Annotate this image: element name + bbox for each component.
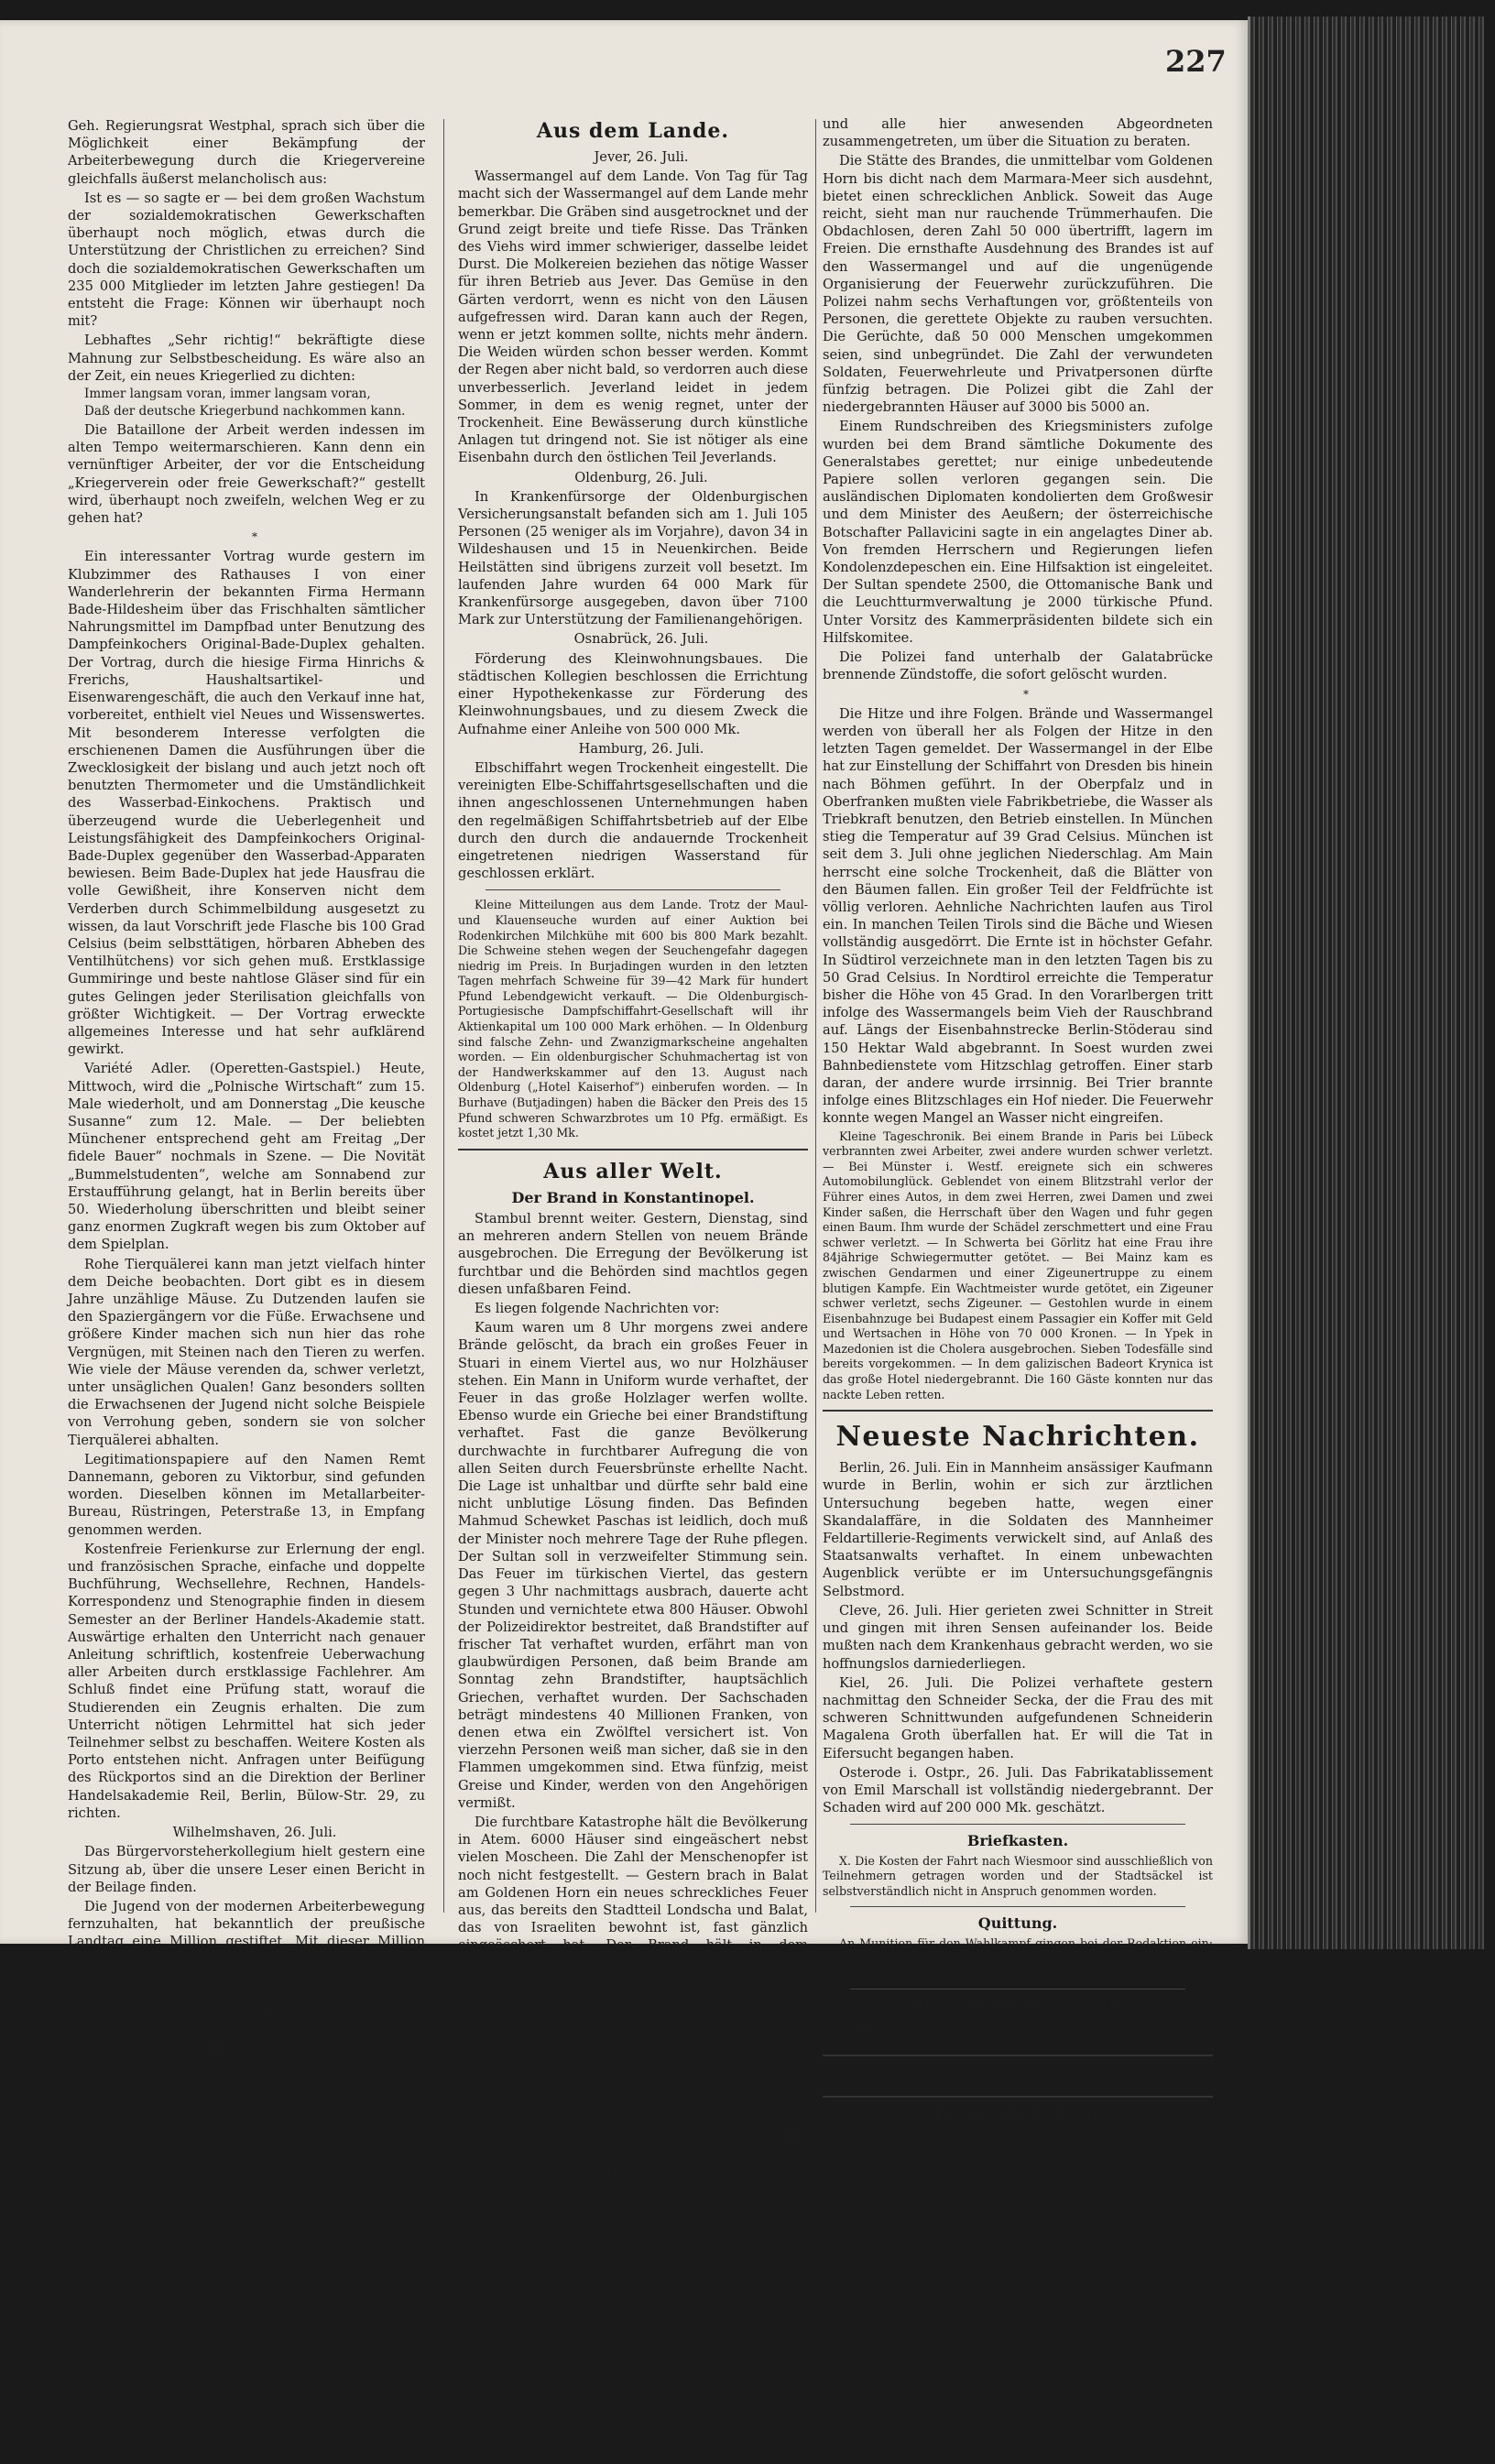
paragraph: Stambul brennt weiter. Gestern, Dienstag, sind an mehreren andern Stellen von neuem Brände ausgebrochen. Die Erregung der Bevölkerung ist furchtbar und die Behörden sind machtlos gegen diesen unfaßbaren Feind. — [458, 1211, 808, 1297]
supplement-note: Hierzu eine Beilage. — [933, 2102, 1102, 2121]
article-heading: Wetterbericht für den 27. Juli. — [893, 1997, 1142, 2015]
paragraph: Kostenfreie Ferienkurse zur Erlernung der engl. und französischen Sprache, einfache und doppelte Buchführung, Wechsellehre, Rechnen, Handels-Korrespondenz und Stenographie finden in diesem Semester an der Berliner Handels-Akademie statt. Auswärtige erhalten den Unterricht nach genauer Anleitung schriftlich, kostenfreie Ueberwachung aller Arbeiten durch erstklassige Fachlehrer. Am Schluß findet eine Prüfung statt, worauf die Studierenden ein Zeugnis erhalten. Die zum Unterricht nötigen Lehrmittel hat sich jeder Teilnehmer selbst zu beschaffen. Weitere Kosten als Porto entstehen nicht. Anfragen unter Beifügung des Rückportos sind an die Direktion der Berliner Handelsakademie Reil, Berlin, Bülow-Str. 29, zu richten. — [68, 1541, 425, 1821]
poem-line: Immer langsam voran, immer langsam voran, — [84, 387, 371, 402]
paragraph: Geh. Regierungsrat Westphal, sprach sich über die Möglichkeit einer Bekämpfung der Arbeiterbewegung durch die Kriegervereine gleichfalls äußerst melancholisch aus: — [68, 118, 425, 187]
dateline: Oldenburg, 26. Juli. — [574, 469, 708, 485]
book-spine — [1248, 16, 1484, 1949]
paragraph: Variété Adler. (Operetten-Gastspiel.) Heute, Mittwoch, wird die „Polnische Wirtschaft“ zum 15. Male wiederholt, und am Donnerstag „Die keusche Susanne“ zum 12. Male. — Der beliebten Münchener entsprechend geht am Freitag „Der fidele Bauer“ nochmals in Szene. — Die Novität „Bummelstudenten“, welche am Sonnabend zur Erstaufführung gelangt, hat in Berlin bereits über 50. Wiederholung überschritten und bleibt seiner ganz enormen Zugkraft wegen bis zum Oktober auf dem Spielplan. — [68, 1061, 425, 1253]
paragraph: Rohe Tierquälerei kann man jetzt vielfach hinter dem Deiche beobachten. Dort gibt es in diesem Jahre unzählige Mäuse. Zu Dutzenden laufen sie den Spaziergängern vor die Füße. Erwachsene und größere Kinder machen sich nun hier das rohe Vergnügen, mit Steinen nach den Tieren zu werfen. Wie viele der Mäuse verenden da, schwer verletzt, unter unsäglichen Qualen! Ganz besonders sollten die Erwachsenen der Jugend nicht solche Beispiele von Verrohung geben, sondern sie von solcher Tierquälerei abhalten. — [68, 1256, 425, 1448]
poem-line: Daß der deutsche Kriegerbund nachkommen kann. — [84, 404, 406, 420]
paragraph: Kleine Mitteilungen aus dem Lande. Trotz der Maul- und Klauenseuche wurden auf einer Auktion bei Rodenkirchen Milchkühe mit 600 bis 800 Mark bezahlt. Die Schweine stehen wegen der Seuchengefahr dagegen niedrig im Preis. In Burjadingen wurden in den letzten Tagen mehrfach Schweine für 39—42 Mark für hundert Pfund Lebendgewicht verkauft. — Die Oldenburgisch-Portugiesische Dampfschiffahrt-Gesellschaft will ihr Aktienkapital um 100 000 Mark erhöhen. — In Oldenburg sind falsche Zehn- und Zwanzigmarkscheine angehalten worden. — Ein oldenburgischer Schuhmachertag ist von der Handwerkskammer auf den 13. August nach Oldenburg („Hotel Kaiserhof“) einberufen worden. — In Burhave (Butjadingen) haben die Bäcker den Preis des 15 Pfund schweren Schwarzbrotes um 10 Pfg. ermäßigt. Es kostet jetzt 1,30 Mk. — [458, 898, 808, 1140]
article-heading: Der Brand in Konstantinopel. — [511, 1188, 755, 1206]
dateline: Hamburg, 26. Juli. — [578, 740, 704, 757]
paragraph: und alle hier anwesenden Abgeordneten zusammengetreten, um über die Situation zu beraten. — [823, 116, 1213, 150]
separator — [486, 889, 780, 890]
column-right — [823, 115, 1213, 2121]
paragraph: Cleve, 26. Juli. Hier gerieten zwei Schnitter in Streit und gingen mit ihren Sensen aufeinander los. Beide mußten nach dem Krankenhaus gebracht werden, wo sie hoffnungslos darniederliegen. — [823, 1602, 1213, 1672]
paragraph: Wassermangel auf dem Lande. Von Tag für Tag macht sich der Wassermangel auf dem Lande mehr bemerkbar. Die Gräben sind ausgetrocknet und der Grund zeigt breite und tiefe Risse. Das Tränken des Viehs wird immer schwieriger, dasselbe leidet Durst. Die Molkereien beziehen das nötige Wasser für ihren Betrieb aus Jever. Das Gemüse in den Gärten verdorrt, wenn es nicht von den Läusen aufgefressen wird. Daran kann auch der Regen, wenn er jetzt kommen sollte, nichts mehr ändern. Die Weiden würden schon besser werden. Kommt der Regen aber nicht bald, so verdorren auch diese unverbesserlich. Jeverland leidet in jedem Sommer, in dem es wenig regnet, unter der Trockenheit. Eine Bewässerung durch künstliche Anlagen tut dringend not. Sie ist nötiger als eine Eisenbahn durch den östlichen Teil Jeverlands. — [458, 169, 808, 466]
separator — [850, 1824, 1185, 1825]
paragraph: Elbschiffahrt wegen Trockenheit eingestellt. Die vereinigten Elbe-Schiffahrtsgesellschaften und die ihnen angeschlossenen Unternehmungen haben den regelmäßigen Schiffahrtsbetrieb auf der Elbe durch den durch die andauernde Trockenheit eingetretenen niedrigen Wasserstand für geschlossen erklärt. — [458, 759, 808, 882]
imprint: Verantwortlicher Redakteur: H. Jacob, Verlag von Paul Hug, Rotationsdruck von Paul Hug & Co. in Rüstringen. — [823, 2059, 1213, 2089]
paragraph: Legitimationspapiere auf den Namen Remt Dannemann, geboren zu Viktorbur, sind gefunden worden. Dieselben können im Metallarbeiter-Bureau, Rüstringen, Peterstraße 13, in Empfang genommen werden. — [68, 1451, 425, 1538]
section-heading: Neueste Nachrichten. — [835, 1421, 1200, 1454]
separator — [850, 1989, 1185, 1990]
article-heading: Briefkasten. — [966, 1832, 1069, 1850]
section-heading: Aus aller Welt. — [543, 1159, 723, 1183]
imprint-box — [823, 2055, 1213, 2098]
paragraph: Die Stätte des Brandes, die unmittelbar vom Goldenen Horn bis dicht nach dem Marmara-Meer sich ausdehnt, bietet einen schrecklichen Anblick. Soweit das Auge reicht, sieht man nur rauchende Trümmerhaufen. Die Obdachlosen, deren Zahl 50 000 übertrifft, lagern im Freien. Die ernsthafte Ausdehnung des Brandes ist auf den Wassermangel und auf die ungenügende Organisierung der Feuerwehr zurückzuführen. Die Polizei nahm sechs Verhaftungen vor, größtenteils von Personen, die gerettete Objekte zu rauben versuchten. Die Gerüchte, daß 50 000 Menschen umgekommen seien, sind unbegründet. Die Zahl der verwundeten Soldaten, Feuerwehrleute und Privatpersonen dürfte fünfzig betragen. Die Polizei gibt die Zahl der niedergebrannten Häuser auf 3000 bis 5000 an. — [823, 153, 1213, 416]
section-star: * — [252, 530, 257, 544]
paragraph: Kiel, 26. Juli. Die Polizei verhaftete gestern nachmittag den Schneider Secka, der die Frau des mit schweren Schnittwunden aufgefundenen Schneiderin Magalena Groth überfallen hat. Er will die Tat in Eifersucht begangen haben. — [823, 1674, 1213, 1761]
paragraph: Die furchtbare Katastrophe hält die Bevölkerung in Atem. 6000 Häuser sind eingeäschert nebst vielen Moscheen. Die Zahl der Menschenopfer ist noch nicht festgestellt. — Gestern brach in Balat am Goldenen Horn ein neues schreckliches Feuer aus, das bereits den Stadtteil Londscha und Balat, das von Israeliten bewohnt ist, fast gänzlich eingeäschert hat. Der Brand hält in dem Kirchenviertel an und scheint noch furchtbarere Dimensionen anzunehmen als der vorgestrige Brand. Das Feuer steigt von Meer die Hügel hinauf bis zum Adrianopler Tor. Das Feuer schlägt die byzantinischen Mauern überschreitend in den dort befindlichen Friedhof mit seinem Zypressenwald. Die Ordnung in der Stadt wird durch die sogenannte Kavalleriepatrouillen hergestellt. Die Bevölkerung glaubt fest an Brandstiftung. Die Geschäftsinhaber in Galata schlossen schon gegen sechs Uhr die Läden aus Furcht vor Unruhen. Da die Regierung scheint solche zu fürchten, denn ein außerordentlicher Ministerrat beschloß die Verschärfung des Belagerungszustandes. — [458, 1814, 808, 2200]
separator — [850, 1906, 1185, 1907]
column-rule — [443, 119, 444, 1913]
paragraph: Kleine Tageschronik. Bei einem Brande in Paris bei Lübeck verbrannten zwei Arbeiter, zwei andere wurden schwer verletzt. — Bei Münster i. Westf. ereignete sich ein schweres Automobilunglück. Geblendet von einem Blitzstrahl verlor der Führer eines Autos, in dem zwei Herren, zwei Damen und zwei Kinder saßen, die Herrschaft über den Wagen und fuhr gegen einen Baum. Ihm wurde der Schädel zerschmettert und eine Frau schwer verletzt. — In Schwerta bei Görlitz hat eine Frau ihre 84jährige Schwiegermutter getötet. — Bei Mainz kam es zwischen Gendarmen und einer Zigeunertruppe zu einem blutigen Kampfe. Ein Wachtmeister wurde getötet, ein Zigeuner schwer verletzt, sechs Zigeuner. — Gestohlen wurde in einem Eisenbahnzuge bei Budapest einem Passagier ein Koffer mit Geld und Wertsachen in Höhe von 70 000 Kronen. — In Ypek in Mazedonien ist die Cholera ausgebrochen. Sieben Todesfälle sind bereits vorgekommen. — In dem galizischen Badeort Krynica ist das große Hotel niedergebrannt. Die 160 Gäste konnten nur das nackte Leben retten. — [823, 1128, 1213, 1401]
paragraph: Die Jugend von der modernen Arbeiterbewegung fernzuhalten, hat bekanntlich der preußische Landtag eine Million gestiftet. Mit dieser Million soll die „Jugendpflege“ einheitlich organisiert werden. Die Organisation ist so gedacht: An den einzelnen Orten bilden sich Ortsausschüsse, die wieder im Kreisausschuß Hand in Hand gehen. Darüber steht der Bezirksausschuß für den ganzen Regierungsbezirk. Auf den Regierungsbezirk Aurich entfallen von der Million 7500 Mk. Um diese Summe mit vermöblen zu helfen, waren hier am Montag die Vereine, welche Jugendpflege betreiben, vom Bürgermeister nach dem Rathaussitzungssaale berufen worden. Es wurde auch ein Ortsausschuß gegründet. — Wir können hier wahrlich nicht über Mangel an Jugendpflege klagen. — [68, 1898, 425, 2178]
paragraph: Die Bataillone der Arbeit werden indessen im alten Tempo weitermarschieren. Kann denn ein vernünftiger Arbeiter, der vor die Entscheidung „Kriegerverein oder freie Gewerkschaft?“ gestellt wird, überhaupt noch zweifeln, welchen Weg er zu gehen hat? — [68, 422, 425, 527]
dateline: Wilhelmshaven, 26. Juli. — [172, 1825, 337, 1841]
paragraph: Förderung des Kleinwohnungsbaues. Die städtischen Kollegien beschlossen die Errichtung einer Hypothekenkasse zur Förderung des Kleinwohnungsbaues, und zu diesem Zweck die Aufnahme einer Anleihe von 500 000 Mk. — [458, 650, 808, 737]
paragraph: Warm, ruhig, wechselnde Bewölkung, keine oder geringe Niederschläge, strichweise Gewitter. — [823, 2018, 1213, 2048]
section-star: * — [1023, 687, 1029, 701]
section-heading: Aus dem Lande. — [536, 119, 730, 143]
paragraph: Kaum waren um 8 Uhr morgens zwei andere Brände gelöscht, da brach ein großes Feuer in Stuari in einem Viertel aus, wo nur Holzhäuser stehen. Ein Mann in Uniform wurde verhaftet, der Feuer in das große Holzlager werfen wollte. Ebenso wurde ein Grieche bei einer Brandstiftung verhaftet. Fast die ganze Bevölkerung durchwachte in furchtbarer Aufregung die von allen Seiten durch Feuersbrünste erhellte Nacht. Die Lage ist unhaltbar und dürfte sehr bald eine nicht unblutige Lösung finden. Das Befinden Mahmud Schewket Paschas ist leidlich, doch muß der Minister noch mehrere Tage der Ruhe pflegen. Der Sultan soll in verzweifelter Stimmung sein. Das Feuer im türkischen Viertel, das gestern gegen 3 Uhr nachmittags ausbrach, dauerte acht Stunden und vernichtete etwa 800 Häuser. Obwohl der Polizeidirektor bestreitet, daß Brandstifter auf frischer Tat verhaftet wurden, erfährt man von glaubwürdigen Personen, daß beim Brande am Sonntag zehn Brandstifter, hauptsächlich Griechen, verhaftet wurden. Der Sachschaden beträgt mindestens 40 Millionen Franken, von denen etwa ein Zwölftel versichert ist. Von vierzehn Personen weiß man sicher, daß sie in den Flammen umgekommen sind. Etwa fünfzig, meist Greise und Kinder, werden von den Angehörigen vermißt. — [458, 1320, 808, 1811]
paragraph: In Krankenfürsorge der Oldenburgischen Versicherungsanstalt befanden sich am 1. Juli 105 Personen (25 weniger als im Vorjahre), davon 34 in Wildeshausen und 15 in Neuenkirchen. Beide Heilstätten sind übrigens zurzeit voll besetzt. Im laufenden Jahre wurden 64 000 Mark für Krankenfürsorge ausgegeben, davon über 7100 Mark zur Unterstützung der Familienangehörigen. — [458, 488, 808, 628]
separator — [823, 1410, 1213, 1412]
column-rule — [815, 119, 816, 1913]
column-left — [68, 117, 425, 2464]
paragraph: Das neue Großfeuer in Balat ist offenbar gleichfalls von verbrecherischer Hand angelegt, um eine auf die bisher verschonte Seite von Stambul zu vernichten. Ein starker Wind begünstigte das Umsichgreifen des Feuers. Die Regierung steht den Brandstiftungen machtlos gegenüber. Die Bevölkerung ist in kopfloser Aufregung. Schon werden Stimmen laut, die sich dabei, gegen das sich die Brandstiftungen richteten, müsse sich persönlich der Minister nach ihr geben. Eben sind im Parlament die Minister Stadt zu retten. Eben sind im Parlament die Minister — [458, 2203, 808, 2430]
paragraph: Ein interessanter Vortrag wurde gestern im Klubzimmer des Rathauses I von einer Wanderlehrerin der bekannten Firma Hermann Bade-Hildesheim über das Frischhalten sämtlicher Nahrungsmittel im Dampfbad unter Benutzung des Dampfeinkochers Original-Bade-Duplex gehalten. Der Vortrag, durch die hiesige Firma Hinrichs & Frerichs, Haushaltsartikel- und Eisenwarengeschäft, die auch den Verkauf inne hat, vorbereitet, enthielt viel Neues und Wissenswertes. Mit besonderem Interesse verfolgten die erschienenen Damen die Ausführungen über die Zwecklosigkeit der bislang und auch jetzt noch oft benutzten Thermometer und die Umständlichkeit des Wasserbad-Einkochens. Praktisch und überzeugend wurde die Ueberlegenheit und Leistungsfähigkeit des Dampfeinkochers Original-Bade-Duplex gegenüber den Wasserbad-Apparaten bewiesen. Beim Bade-Duplex hat jede Hausfrau die volle Gewißheit, ihre Konserven nicht dem Verderben durch Schimmelbildung ausgesetzt zu wissen, da laut Vorschrift jede Flasche bis 100 Grad Celsius (beim selbsttätigen, hörbaren Abheben des Ventilhütchens) vor sich gehen muß. Erstklassige Gummiringe und beste nahtlose Gläser sind für ein gutes Gelingen jeder Sterilisation gleichfalls von größter Wichtigkeit. — Der Vortrag erweckte allgemeines Interesse und hat sehr aufklärend gewirkt. — [68, 549, 425, 1058]
paragraph: Der vom Turm der katholischen Kirche gestürzte Dachdecker hat glücklicherweise sein Leben nicht eingebüßt, sondern er ist wieder zu sich gekommen und befindet sich aller Voraussicht nach außer Lebensgefahr. — [68, 2182, 425, 2268]
dateline: Jever, 26. Juli. — [594, 149, 689, 165]
separator — [458, 1149, 808, 1150]
paragraph: Das Bürgervorsteherkollegium hielt gestern eine Sitzung ab, über die unsere Leser einen Bericht in der Beilage finden. — [68, 1844, 425, 1895]
paragraph: Es liegen folgende Nachrichten vor: — [475, 1301, 720, 1317]
page-number: 227 — [1165, 44, 1227, 79]
paragraph: X. Die Kosten der Fahrt nach Wiesmoor sind ausschließlich von Teilnehmern getragen worden und der Stadtsäckel ist selbstverständlich nicht in Anspruch genommen worden. — [823, 1853, 1213, 1898]
article-heading: Quittung. — [977, 1914, 1058, 1933]
paragraph: 20 000 Mark für erfinderische Eisenbahnbeamte. Nach dem soeben erschienenen Bericht haben für das abgelaufene Rechnungsjahr aus den im Etat der preußischen Staatsbahnverwaltung bereitgestellten Mitteln, die für nützliche Erfindungen von Eisenbahnbeamten vorgesehen sind, 52 Beamte und Arbeiter der Staatsbahnverwaltung Belohnungen im Gesamtwerte von 20 000 Mark für Erfindungen und Verbesserungen, die zur Erhöhung der Betriebssicherheit oder Wirtschaftlichkeit beitragen, erhalten. — [68, 2272, 425, 2464]
paragraph: Berlin, 26. Juli. Ein in Mannheim ansässiger Kaufmann wurde in Berlin, wohin er sich zur ärztlichen Untersuchung begeben hatte, wegen einer Skandalaffäre, in die Soldaten des Mannheimer Feldartillerie-Regiments verwickelt sind, auf Anlaß des Staatsanwalts verhaftet. In einem unbewachten Augenblick verübte er im Untersuchungsgefängnis Selbstmord. — [823, 1460, 1213, 1599]
paragraph: Einem Rundschreiben des Kriegsministers zufolge wurden bei dem Brand sämtliche Dokumente des Generalstabes gerettet; nur einige unbedeutende Papiere sollen verloren gegangen sein. Die ausländischen Diplomaten kondolierten dem Großwesir und dem Minister des Aeußern; der österreichische Botschafter Pallavicini sagte in ein angelagtes Diner ab. Von fremden Herrschern und Regierungen liefen Kondolenzdepeschen ein. Eine Hilfsaktion ist eingeleitet. Der Sultan spendete 2500, die Ottomanische Bank und die Leuchtturmverwaltung je 2000 türkische Pfund. Unter Vorsitz des Kammerpräsidenten bildete sich ein Hilfskomitee. — [823, 419, 1213, 646]
paragraph: An Munition für den Wahlkampf gingen bei der Redaktion ein: nachträglich 4,20 Mark, gesammelt auf dem Vergnügen des Bauarbeiter-Verbandes Wilhelmshaven-Rüstringen. — [823, 1935, 1213, 1980]
paragraph: Lebhaftes „Sehr richtig!“ bekräftigte diese Mahnung zur Selbstbescheidung. Es wäre also an der Zeit, ein neues Kriegerlied zu dichten: — [68, 333, 425, 384]
paragraph: Die Hitze und ihre Folgen. Brände und Wassermangel werden von überall her als Folgen der Hitze in den letzten Tagen gemeldet. Der Wassermangel in der Elbe hat zur Einstellung der Schiffahrt von Dresden bis hinein nach Böhmen geführt. In der Oberpfalz und in Oberfranken mußten viele Fabrikbetriebe, die Wasser als Triebkraft benutzen, den Betrieb einstellen. In München stieg die Temperatur auf 39 Grad Celsius. München ist seit dem 3. Juli ohne jeglichen Niederschlag. Am Main herrscht eine solche Trockenheit, daß die Blätter von den Bäumen fallen. Ein großer Teil der Feldfrüchte ist völlig verloren. Aehnliche Nachrichten laufen aus Tirol ein. In manchen Teilen Tirols sind die Bäche und Wiesen vollständig ausgedörrt. Die Ernte ist in höchster Gefahr. In Südtirol verzeichnete man in den letzten Tagen bis zu 50 Grad Celsius. In Nordtirol erreichte die Temperatur bisher die Höhe von 45 Grad. In den Vorarlbergen tritt infolge des Wassermangels beim Vieh der Rauschbrand auf. Längs der Eisenbahnstrecke Berlin-Stöderau sind 150 Hektar Wald abgebrannt. In Soest wurden zwei Bahnbedienstete vom Hitzschlag getroffen. Einer starb daran, der andere wurde irrsinnig. Bei Trier brannte infolge eines Blitzschlages ein Hof nieder. Die Feuerwehr konnte wegen Mangel an Wasser nicht eingreifen. — [823, 705, 1213, 1127]
dateline: Osnabrück, 26. Juli. — [573, 631, 709, 648]
paragraph: Osterode i. Ostpr., 26. Juli. Das Fabrikatablissement von Emil Marschall ist vollständig niedergebrannt. Der Schaden wird auf 200 000 Mk. geschätzt. — [823, 1764, 1213, 1816]
paragraph: Die Polizei fand unterhalb der Galatabrücke brennende Zündstoffe, die sofort gelöscht wurden. — [823, 649, 1213, 683]
paragraph: Ist es — so sagte er — bei dem großen Wachstum der sozialdemokratischen Gewerkschaften überhaupt noch möglich, etwas durch die Unterstützung der Christlichen zu erreichen? Sind doch die sozialdemokratischen Gewerkschaften um 235 000 Mitglieder im letzten Jahre gestiegen! Da entsteht die Frage: Können wir überhaupt noch mit? — [68, 190, 425, 330]
column-middle — [458, 115, 808, 2430]
